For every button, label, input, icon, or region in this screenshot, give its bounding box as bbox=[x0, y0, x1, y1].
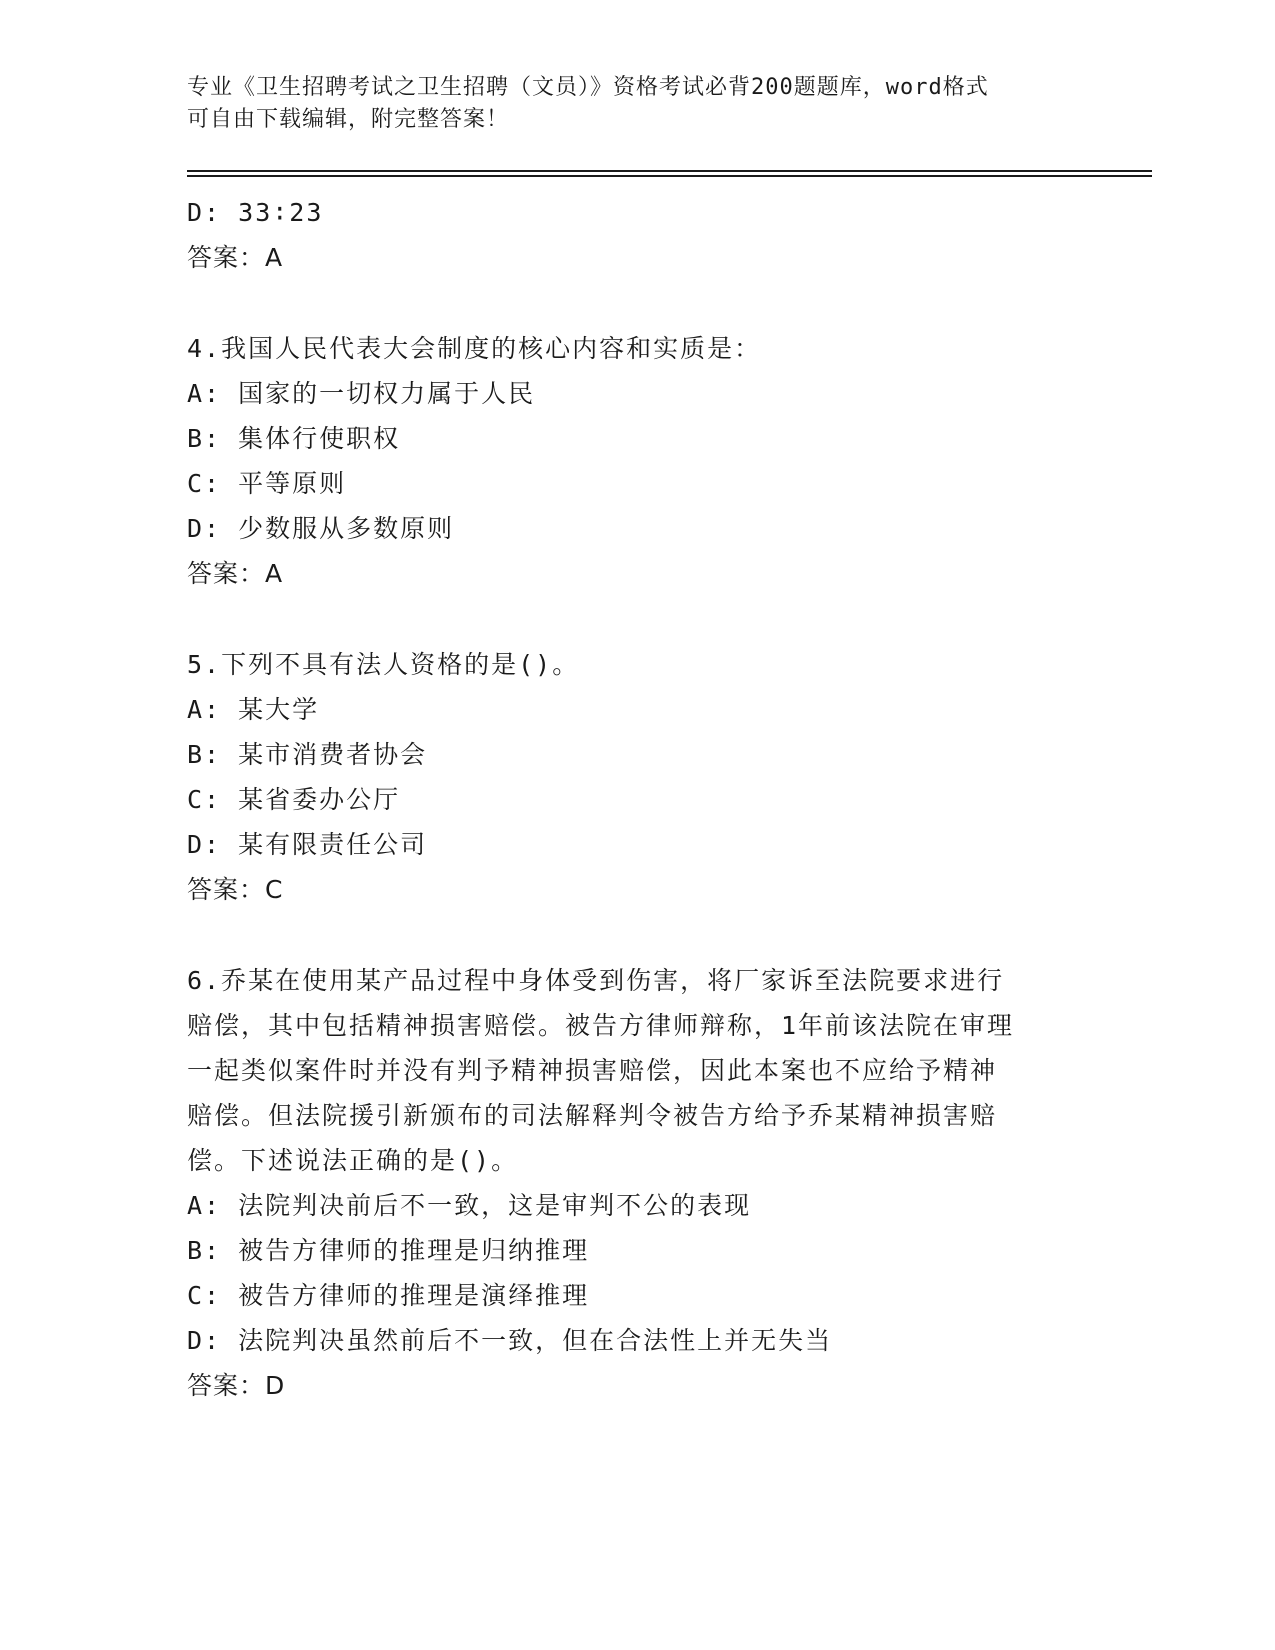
header-rule-top bbox=[187, 170, 1152, 172]
question-stem-line: 赔偿，其中包括精神损害赔偿。被告方律师辩称，1年前该法院在审理 bbox=[187, 1011, 1015, 1040]
document-header bbox=[187, 72, 1087, 136]
question-5 bbox=[187, 642, 1087, 912]
header-rule-bottom bbox=[187, 175, 1152, 177]
option-b: B: 集体行使职权 bbox=[187, 424, 401, 453]
option-c: C: 平等原则 bbox=[187, 469, 347, 498]
option-a: A: 国家的一切权力属于人民 bbox=[187, 379, 536, 408]
option-b: B: 某市消费者协会 bbox=[187, 740, 428, 769]
option-a: A: 某大学 bbox=[187, 695, 320, 724]
question-stem-line: 赔偿。但法院援引新颁布的司法解释判令被告方给予乔某精神损害赔 bbox=[187, 1101, 998, 1130]
option-d: D: 某有限责任公司 bbox=[187, 830, 428, 859]
question-stem-line: 6.乔某在使用某产品过程中身体受到伤害，将厂家诉至法院要求进行 bbox=[187, 966, 1005, 995]
answer: 答案：A bbox=[187, 559, 284, 588]
spacer bbox=[187, 596, 1087, 642]
option-b: B: 被告方律师的推理是归纳推理 bbox=[187, 1236, 590, 1265]
header-line-2: 可自由下载编辑，附完整答案！ bbox=[187, 107, 510, 132]
option-d: D: 法院判决虽然前后不一致，但在合法性上并无失当 bbox=[187, 1326, 833, 1355]
question-stem: 5.下列不具有法人资格的是()。 bbox=[187, 650, 580, 679]
option-d: D: 少数服从多数原则 bbox=[187, 514, 455, 543]
answer: 答案：C bbox=[187, 875, 284, 904]
question-stem: 4.我国人民代表大会制度的核心内容和实质是： bbox=[187, 334, 762, 363]
option-c: C: 被告方律师的推理是演绎推理 bbox=[187, 1281, 590, 1310]
spacer bbox=[187, 280, 1087, 326]
option-c: C: 某省委办公厅 bbox=[187, 785, 401, 814]
question-6 bbox=[187, 958, 1087, 1408]
question-content bbox=[187, 190, 1087, 1408]
question-stem-line: 偿。下述说法正确的是()。 bbox=[187, 1146, 519, 1175]
option-a: A: 法院判决前后不一致，这是审判不公的表现 bbox=[187, 1191, 752, 1220]
spacer bbox=[187, 912, 1087, 958]
option-d: D: 33∶23 bbox=[187, 198, 324, 227]
header-line-1: 专业《卫生招聘考试之卫生招聘（文员）》资格考试必背200题题库，word格式 bbox=[187, 75, 989, 100]
question-4 bbox=[187, 326, 1087, 596]
question-stem-line: 一起类似案件时并没有判予精神损害赔偿，因此本案也不应给予精神 bbox=[187, 1056, 998, 1085]
answer: 答案：D bbox=[187, 1371, 286, 1400]
answer: 答案：A bbox=[187, 243, 284, 272]
